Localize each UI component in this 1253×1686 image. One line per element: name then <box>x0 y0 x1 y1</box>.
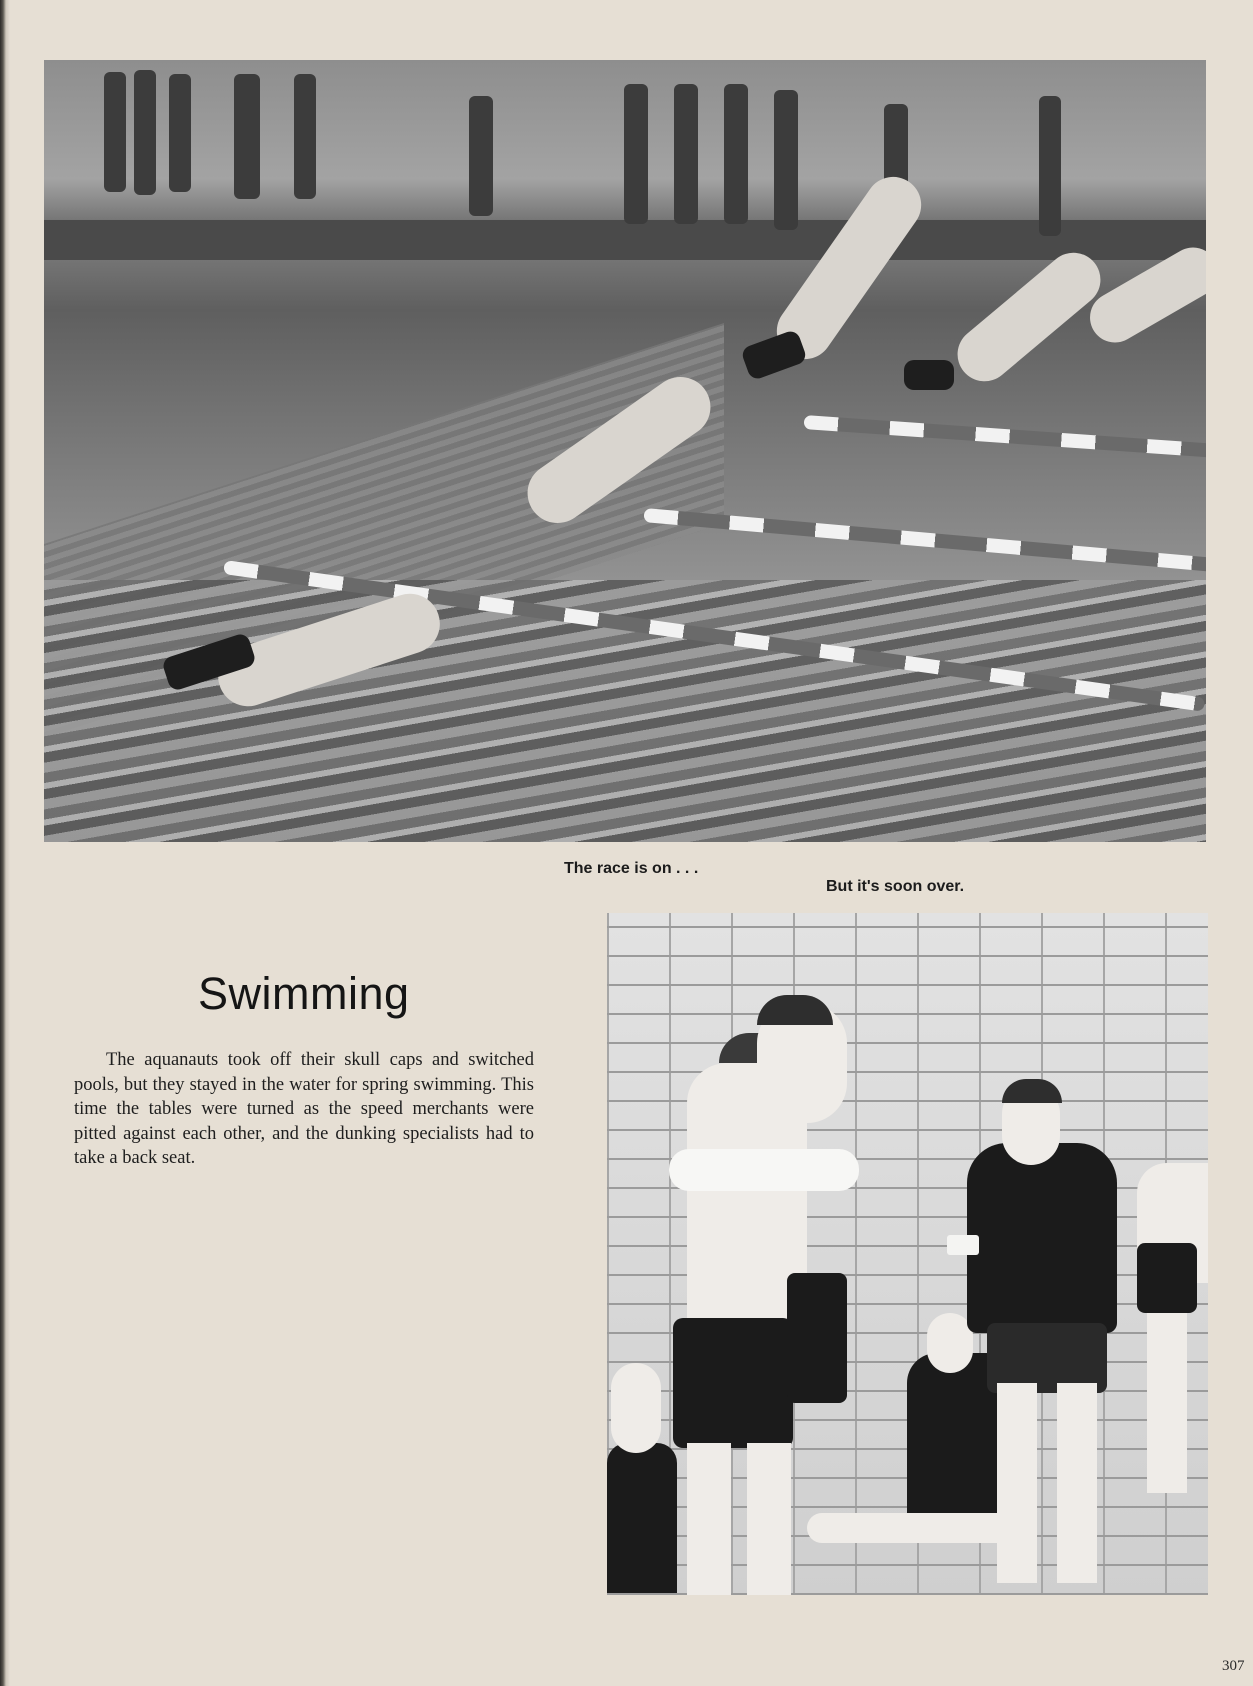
top-photo-caption: The race is on . . . <box>564 860 699 877</box>
towel <box>669 1149 859 1191</box>
page-number: 307 <box>1222 1658 1245 1674</box>
pool-deck <box>44 220 1206 260</box>
lane-rope <box>804 415 1206 460</box>
page-binding-edge <box>0 0 10 1686</box>
after-race-photo <box>607 913 1208 1595</box>
bottom-photo-caption: But it's soon over. <box>826 878 965 895</box>
race-start-photo <box>44 60 1206 842</box>
article-title: Swimming <box>198 968 410 1019</box>
swimmer <box>947 242 1112 393</box>
coach <box>967 1143 1117 1333</box>
article-body: The aquanauts took off their skull caps and switched pools, but they stayed in the water for spring swimming. This time the tables were turned as the speed merchants were pitted against each other, and the dunking specialists had to take a back seat. <box>74 1050 534 1168</box>
clipboard <box>947 1235 979 1255</box>
lane-rope <box>643 508 1206 574</box>
